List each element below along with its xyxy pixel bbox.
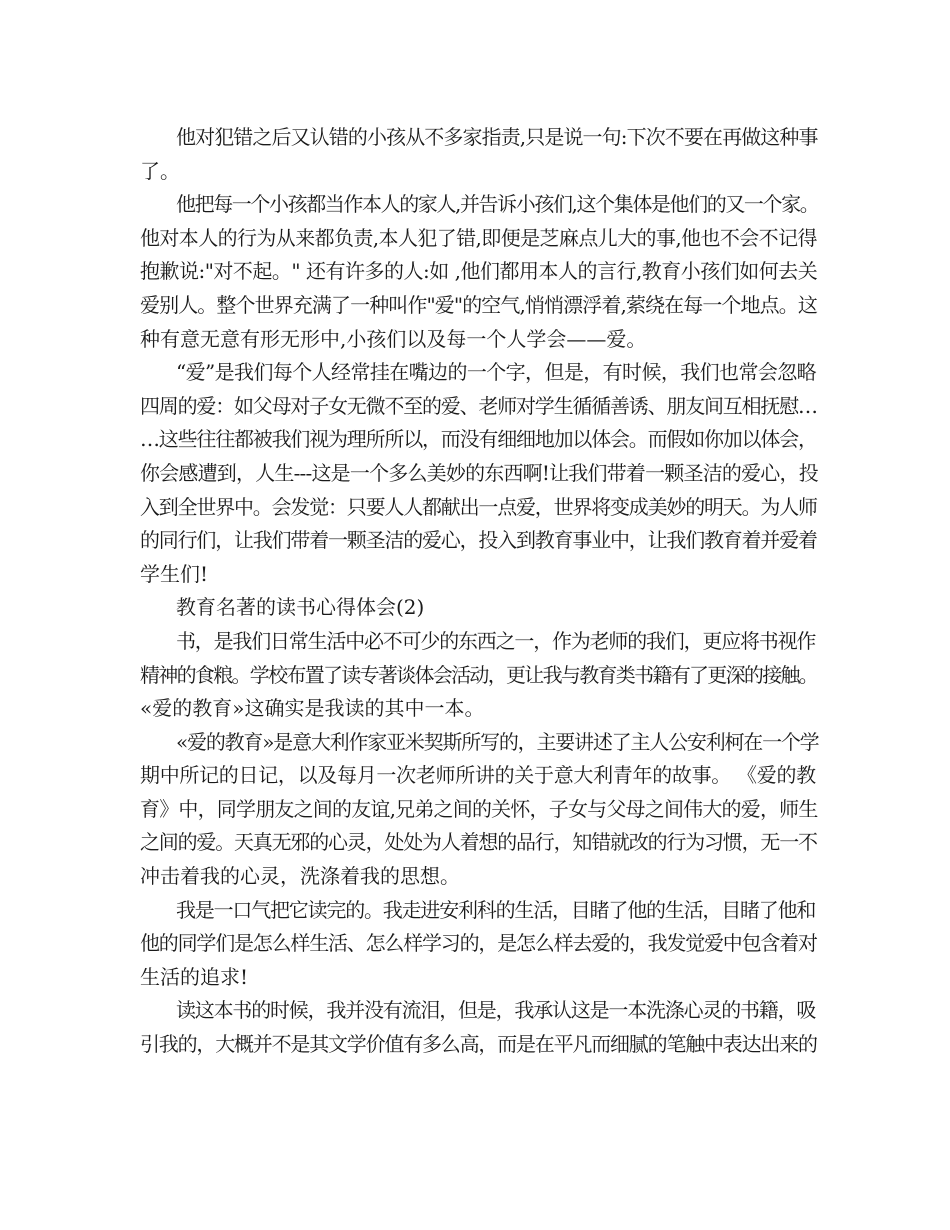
text-line: 之间的爱。天真无邪的心灵，处处为人着想的品行，知错就改的行为习惯，无一不: [140, 830, 817, 855]
text-line: 书，是我们日常生活中必不可少的东西之一，作为老师的我们，更应将书视作: [176, 628, 816, 653]
text-line: «爱的教育»这确实是我读的其中一本。: [140, 696, 485, 721]
text-line: 他对犯错之后又认错的小孩从不多家指责,只是说一句:下次不要在再做这种事: [176, 125, 818, 149]
text-line: 冲击着我的心灵，洗涤着我的思想。: [140, 864, 460, 889]
text-line: 我是一口气把它读完的。我走进安利科的生活，目睹了他的生活，目睹了他和: [176, 897, 816, 922]
text-line: 引我的，大概并不是其文学价值有多么高，而是在平凡而细腻的笔触中表达出来的: [140, 1032, 817, 1057]
section-heading: 教育名著的读书心得体会(2): [176, 595, 425, 620]
text-line: …这些往往都被我们视为理所所以，而没有细细地加以体会。而假如你加以体会，: [140, 427, 817, 452]
text-line: 种有意无意有形无形中,小孩们以及每一个人学会——爱。: [140, 326, 647, 351]
text-line: 抱歉说:"对不起。" 还有许多的人:如 ,他们都用本人的言行,教育小孩们如何去关: [140, 259, 818, 284]
text-line: 学生们!: [140, 561, 209, 586]
text-line: 期中所记的日记，以及每月一次老师所讲的关于意大利青年的故事。 《爱的教: [140, 763, 816, 788]
text-line: 入到全世界中。会发觉：只要人人都献出一点爱，世界将变成美妙的明天。为人师: [140, 494, 817, 519]
text-line: 爱别人。整个世界充满了一种叫作"爱"的空气,悄悄漂浮着,萦绕在每一个地点。这: [140, 292, 817, 317]
document-body: [140, 121, 818, 1062]
text-line: 他对本人的行为从来都负责,本人犯了错,即便是芝麻点儿大的事,他也不会不记得: [140, 225, 817, 250]
text-line: 你会感遭到，人生---这是一个多么美妙的东西啊!让我们带着一颗圣洁的爱心，投: [140, 460, 818, 485]
text-line: 的同行们，让我们带着一颗圣洁的爱心，投入到教育事业中，让我们教育着并爱着: [140, 528, 817, 553]
text-line: «爱的教育»是意大利作家亚米契斯所写的，主要讲述了主人公安利柯在一个学: [176, 729, 819, 754]
text-line: 他的同学们是怎么样生活、怎么样学习的，是怎么样去爱的，我发觉爱中包含着对: [140, 931, 817, 956]
text-line: 育》中，同学朋友之间的友谊,兄弟之间的关怀，子女与父母之间伟大的爱，师生: [140, 796, 818, 821]
text-line: “爱”是我们每个人经常挂在嘴边的一个字，但是，有时候，我们也常会忽略: [176, 360, 817, 385]
text-line: 读这本书的时候，我并没有流泪，但是，我承认这是一本洗涤心灵的书籍，吸: [176, 998, 816, 1023]
text-line: 四周的爱：如父母对子女无微不至的爱、老师对学生循循善诱、朋友间互相抚慰…: [140, 393, 817, 418]
text-line: 精神的食粮。学校布置了读专著谈体会活动，更让我与教育类书籍有了更深的接触。: [140, 662, 818, 687]
text-line: 了。: [140, 158, 180, 183]
text-line: 他把每一个小孩都当作本人的家人,并告诉小孩们,这个集体是他们的又一个家。: [176, 192, 819, 217]
text-line: 生活的追求!: [140, 964, 249, 989]
